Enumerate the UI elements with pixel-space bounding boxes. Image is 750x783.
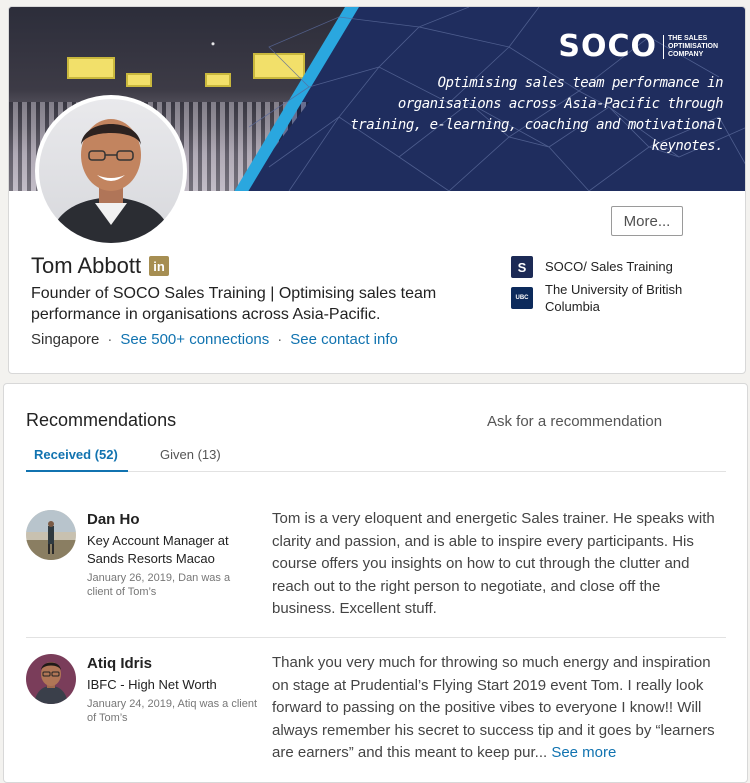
- recommendation-text: [272, 652, 726, 765]
- separator-dot: ·: [277, 331, 283, 348]
- soco-wordmark: SOCO: [558, 29, 657, 64]
- recommender-avatar[interactable]: [26, 654, 76, 704]
- profile-avatar: [39, 99, 183, 243]
- recommendation-text: [272, 508, 726, 621]
- recommender-name[interactable]: Atiq Idris: [87, 655, 153, 672]
- connections-link[interactable]: See 500+ connections: [120, 331, 270, 348]
- active-tab-indicator: [26, 470, 128, 472]
- org-name: The University of British Columbia: [545, 282, 683, 314]
- org-item-ubc[interactable]: [511, 281, 725, 315]
- more-button[interactable]: More...: [611, 206, 683, 236]
- person-portrait-icon: [39, 99, 183, 243]
- person-portrait-photo-icon: [26, 654, 76, 704]
- recommendations-title: Recommendations: [26, 410, 177, 430]
- banner-stage-screen: [205, 73, 231, 87]
- org-item-soco[interactable]: [511, 256, 725, 278]
- recommendation-body: Tom is a very eloquent and energetic Sales trainer. He speaks with clarity and passion, and is able to inspire every participants. His course offers you insights on how to cut through the clutter and reach out to the right person to negotiate, and close off the business. Excellent stuff.: [272, 510, 715, 617]
- divider: [26, 637, 726, 638]
- recommendations-tabs: [26, 440, 726, 472]
- linkedin-premium-icon: in: [149, 256, 169, 276]
- banner-tagline: Optimising sales team performance in organisations across Asia-Pacific through training, e-learning, coaching and motivational keynotes.: [350, 75, 723, 154]
- profile-name: Tom Abbott: [31, 253, 142, 278]
- profile-meta-row: [31, 331, 398, 348]
- profile-name-row: [31, 253, 169, 279]
- banner-stage-screen: [126, 73, 152, 87]
- recommendations-card: [3, 383, 748, 783]
- profile-photo[interactable]: [35, 95, 187, 247]
- recommender-role: Key Account Manager at Sands Resorts Macao: [87, 533, 229, 566]
- recommender-avatar[interactable]: [26, 510, 76, 560]
- recommendation-date: January 26, 2019, Dan was a client of Tom’s: [87, 572, 231, 598]
- org-name: SOCO/ Sales Training: [545, 259, 673, 274]
- soco-sub-tagline: THE SALES OPTIMISATION COMPANY: [663, 35, 723, 59]
- tab-received[interactable]: Received (52): [34, 447, 118, 462]
- profile-headline: Founder of SOCO Sales Training | Optimising sales team performance in organisations across Asia-Pacific.: [31, 285, 437, 323]
- recommender-name[interactable]: Dan Ho: [87, 511, 140, 528]
- recommendation-body: Thank you very much for throwing so much energy and inspiration on stage at Prudential’s Flying Start 2019 event Tom. I really look forward to passing on the positive vibes to everyone I know!! Will always remember his secret to success tip and it goes by “learners are earners” and this meant to keep pur...: [272, 654, 715, 761]
- tab-given[interactable]: Given (13): [160, 447, 221, 462]
- recommender-role: IBFC - High Net Worth: [87, 677, 217, 692]
- contact-info-link[interactable]: See contact info: [290, 331, 398, 348]
- soco-logo-icon: S: [511, 256, 533, 278]
- ubc-crest-icon: UBC: [511, 287, 533, 309]
- soco-brand-logo: [558, 29, 723, 64]
- recommendation-date: January 24, 2019, Atiq was a client of Tom’s: [87, 698, 257, 724]
- profile-card: [8, 6, 746, 374]
- banner-stage-screen: [67, 57, 115, 79]
- profile-location: Singapore: [31, 331, 100, 348]
- ask-recommendation-link[interactable]: Ask for a recommendation: [487, 413, 663, 430]
- separator-dot: ·: [107, 331, 113, 348]
- person-outdoor-photo-icon: [26, 510, 76, 560]
- see-more-link[interactable]: See more: [551, 744, 617, 761]
